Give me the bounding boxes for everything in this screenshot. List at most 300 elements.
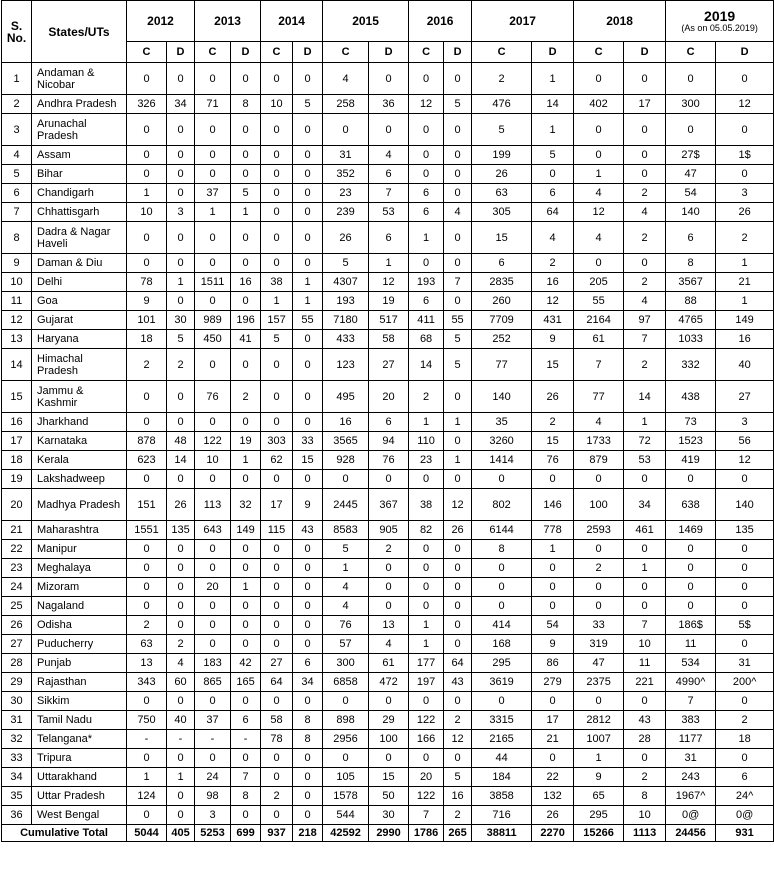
cases-header: C <box>261 42 293 63</box>
deaths-cell: 146 <box>532 489 574 521</box>
cases-cell: 352 <box>323 165 369 184</box>
cases-cell: 534 <box>666 654 716 673</box>
cases-cell: 88 <box>666 292 716 311</box>
cases-cell: 73 <box>666 413 716 432</box>
states-header: States/UTs <box>32 1 127 63</box>
table-row <box>2 432 774 451</box>
cases-header: C <box>574 42 624 63</box>
cases-cell: 1 <box>127 768 167 787</box>
deaths-cell: 5 <box>293 95 323 114</box>
deaths-cell: 0 <box>293 559 323 578</box>
deaths-cell: 5 <box>444 330 472 349</box>
deaths-cell: 0 <box>624 597 666 616</box>
cases-cell: 18 <box>127 330 167 349</box>
deaths-cell: 1 <box>231 578 261 597</box>
deaths-cell: 2 <box>624 768 666 787</box>
deaths-cell: 0 <box>231 692 261 711</box>
cases-cell: 0 <box>409 692 444 711</box>
cases-cell: 7 <box>409 806 444 825</box>
deaths-cell: 54 <box>532 616 574 635</box>
cases-cell: 122 <box>409 711 444 730</box>
deaths-cell: 0 <box>231 806 261 825</box>
deaths-cell: 2 <box>624 184 666 203</box>
deaths-cell: 0 <box>716 749 774 768</box>
deaths-cell: 2 <box>716 711 774 730</box>
deaths-cell: 0 <box>716 635 774 654</box>
cases-cell: 0 <box>409 749 444 768</box>
cases-cell: 0 <box>127 578 167 597</box>
deaths-cell: 9 <box>532 330 574 349</box>
deaths-cell: 0 <box>444 165 472 184</box>
deaths-cell: 7 <box>624 330 666 349</box>
cases-cell: 0 <box>409 114 444 146</box>
cases-cell: 326 <box>127 95 167 114</box>
deaths-cell: 6 <box>293 654 323 673</box>
cases-cell: 258 <box>323 95 369 114</box>
deaths-cell: 26 <box>532 381 574 413</box>
cases-cell: 4 <box>574 413 624 432</box>
table-row <box>2 673 774 692</box>
cases-cell: 4990^ <box>666 673 716 692</box>
deaths-cell: 0 <box>293 222 323 254</box>
cases-cell: 1 <box>574 749 624 768</box>
cases-cell: 6 <box>409 184 444 203</box>
deaths-cell: 24^ <box>716 787 774 806</box>
deaths-cell: 0 <box>231 749 261 768</box>
cases-cell: 0 <box>127 413 167 432</box>
deaths-cell: 0 <box>293 254 323 273</box>
deaths-header: D <box>167 42 195 63</box>
deaths-cell: 0 <box>293 146 323 165</box>
deaths-cell: 0 <box>444 114 472 146</box>
cases-cell: 65 <box>574 787 624 806</box>
cases-cell: 33 <box>574 616 624 635</box>
deaths-cell: 5 <box>444 95 472 114</box>
state-name: Karnataka <box>32 432 127 451</box>
cases-cell: 0 <box>261 578 293 597</box>
deaths-cell: 34 <box>293 673 323 692</box>
deaths-cell: 1 <box>231 451 261 470</box>
deaths-cell: 14 <box>624 381 666 413</box>
deaths-cell: 0 <box>231 114 261 146</box>
table-row <box>2 540 774 559</box>
cases-cell: 157 <box>261 311 293 330</box>
cases-cell: 24 <box>195 768 231 787</box>
cases-cell: 0 <box>195 635 231 654</box>
deaths-cell: 1 <box>716 254 774 273</box>
deaths-cell: 0 <box>293 806 323 825</box>
cases-cell: 8583 <box>323 521 369 540</box>
state-name: Nagaland <box>32 597 127 616</box>
deaths-cell: 472 <box>369 673 409 692</box>
cases-cell: 7709 <box>472 311 532 330</box>
cases-cell: 414 <box>472 616 532 635</box>
cases-cell: 0 <box>195 616 231 635</box>
cases-cell: 0 <box>409 470 444 489</box>
cases-cell: 78 <box>127 273 167 292</box>
table-row <box>2 95 774 114</box>
year-header: 2017 <box>472 1 574 42</box>
deaths-cell: 0 <box>167 146 195 165</box>
cases-cell: 0 <box>323 692 369 711</box>
cases-cell: 9 <box>574 768 624 787</box>
cases-header: C <box>127 42 167 63</box>
cases-cell: 0 <box>195 146 231 165</box>
deaths-cell: 2 <box>624 273 666 292</box>
table-row <box>2 292 774 311</box>
cases-cell: 23 <box>323 184 369 203</box>
cases-cell: 0 <box>666 114 716 146</box>
cases-cell: 76 <box>195 381 231 413</box>
deaths-cell: 4 <box>532 222 574 254</box>
table-row <box>2 578 774 597</box>
deaths-header: D <box>369 42 409 63</box>
deaths-cell: 778 <box>532 521 574 540</box>
deaths-cell: 2 <box>167 349 195 381</box>
deaths-cell: 17 <box>624 95 666 114</box>
deaths-cell: 0 <box>293 330 323 349</box>
serial-number: 7 <box>2 203 32 222</box>
deaths-cell: 4 <box>624 203 666 222</box>
cases-cell: 0 <box>261 470 293 489</box>
cases-cell: 14 <box>409 349 444 381</box>
cases-cell: 300 <box>323 654 369 673</box>
deaths-cell: 12 <box>444 730 472 749</box>
cases-cell: 260 <box>472 292 532 311</box>
cases-cell: 77 <box>574 381 624 413</box>
state-name: Punjab <box>32 654 127 673</box>
cases-cell: 1 <box>409 635 444 654</box>
deaths-cell: 21 <box>532 730 574 749</box>
table-row <box>2 254 774 273</box>
cases-cell: 898 <box>323 711 369 730</box>
cases-cell: 20 <box>409 768 444 787</box>
total-cases-cell: 24456 <box>666 825 716 842</box>
total-deaths-cell: 265 <box>444 825 472 842</box>
deaths-cell: 6 <box>532 184 574 203</box>
state-name: Manipur <box>32 540 127 559</box>
cases-cell: 122 <box>409 787 444 806</box>
deaths-cell: 2 <box>167 635 195 654</box>
cases-cell: 3 <box>195 806 231 825</box>
deaths-cell: 34 <box>624 489 666 521</box>
deaths-cell: 3 <box>167 203 195 222</box>
cases-cell: 750 <box>127 711 167 730</box>
serial-number: 10 <box>2 273 32 292</box>
deaths-cell: 30 <box>369 806 409 825</box>
cases-cell: 0 <box>472 692 532 711</box>
cases-cell: 5 <box>472 114 532 146</box>
deaths-cell: 0 <box>624 165 666 184</box>
cases-cell: 0 <box>261 597 293 616</box>
deaths-cell: 15 <box>369 768 409 787</box>
state-name: Mizoram <box>32 578 127 597</box>
cases-cell: 0 <box>409 578 444 597</box>
deaths-cell: 165 <box>231 673 261 692</box>
table-row <box>2 273 774 292</box>
state-name: Delhi <box>32 273 127 292</box>
deaths-cell: 0 <box>444 635 472 654</box>
state-name: Sikkim <box>32 692 127 711</box>
deaths-cell: 0 <box>231 413 261 432</box>
state-name: Gujarat <box>32 311 127 330</box>
cases-cell: 0 <box>195 749 231 768</box>
deaths-cell: 2 <box>624 222 666 254</box>
deaths-cell: 4 <box>369 635 409 654</box>
cases-cell: 0 <box>409 146 444 165</box>
cases-cell: 0 <box>574 114 624 146</box>
cases-cell: 0 <box>574 578 624 597</box>
deaths-cell: 60 <box>167 673 195 692</box>
cases-cell: 1 <box>323 559 369 578</box>
cases-cell: 77 <box>472 349 532 381</box>
deaths-cell: 1$ <box>716 146 774 165</box>
cases-cell: 0 <box>195 222 231 254</box>
deaths-cell: 18 <box>716 730 774 749</box>
total-cases-cell: 1786 <box>409 825 444 842</box>
deaths-cell: 50 <box>369 787 409 806</box>
deaths-cell: 8 <box>293 730 323 749</box>
deaths-cell: 0 <box>167 470 195 489</box>
deaths-cell: 0 <box>293 114 323 146</box>
serial-number: 15 <box>2 381 32 413</box>
cases-cell: 0 <box>127 222 167 254</box>
table-row <box>2 616 774 635</box>
state-name: Chhattisgarh <box>32 203 127 222</box>
deaths-cell: 0 <box>167 165 195 184</box>
deaths-cell: 0 <box>231 597 261 616</box>
deaths-cell: 61 <box>369 654 409 673</box>
deaths-cell: 0 <box>716 578 774 597</box>
deaths-cell: 4 <box>444 203 472 222</box>
deaths-cell: 196 <box>231 311 261 330</box>
deaths-cell: 0 <box>716 559 774 578</box>
deaths-cell: 0 <box>624 470 666 489</box>
deaths-cell: 2 <box>532 254 574 273</box>
deaths-cell: 0 <box>167 597 195 616</box>
cases-cell: 879 <box>574 451 624 470</box>
cases-cell: 6 <box>666 222 716 254</box>
state-name: Uttarakhand <box>32 768 127 787</box>
cases-cell: 0 <box>574 692 624 711</box>
deaths-cell: 0 <box>532 597 574 616</box>
cases-cell: 3565 <box>323 432 369 451</box>
deaths-cell: 0 <box>369 597 409 616</box>
cases-cell: 0 <box>127 63 167 95</box>
cases-cell: 2835 <box>472 273 532 292</box>
cases-cell: 300 <box>666 95 716 114</box>
deaths-cell: 56 <box>716 432 774 451</box>
deaths-cell: 0 <box>444 470 472 489</box>
cases-cell: 6858 <box>323 673 369 692</box>
deaths-cell: 86 <box>532 654 574 673</box>
table-body <box>2 63 774 825</box>
deaths-cell: 0 <box>369 63 409 95</box>
cases-cell: 243 <box>666 768 716 787</box>
deaths-cell: 55 <box>293 311 323 330</box>
table-row <box>2 413 774 432</box>
cases-cell: 433 <box>323 330 369 349</box>
deaths-cell: 0 <box>444 578 472 597</box>
table-row <box>2 806 774 825</box>
deaths-cell: 0 <box>231 540 261 559</box>
deaths-cell: 1 <box>624 413 666 432</box>
deaths-cell: 8 <box>231 95 261 114</box>
serial-number: 34 <box>2 768 32 787</box>
cases-cell: 44 <box>472 749 532 768</box>
deaths-cell: 1 <box>293 273 323 292</box>
deaths-cell: 0 <box>293 63 323 95</box>
deaths-cell: 0 <box>444 749 472 768</box>
deaths-cell: 0 <box>444 597 472 616</box>
cases-cell: 8 <box>666 254 716 273</box>
state-name: Odisha <box>32 616 127 635</box>
cases-cell: 0 <box>472 470 532 489</box>
serial-number: 20 <box>2 489 32 521</box>
cases-cell: 0 <box>323 470 369 489</box>
state-name: Chandigarh <box>32 184 127 203</box>
cases-cell: - <box>127 730 167 749</box>
cases-cell: 419 <box>666 451 716 470</box>
deaths-cell: 221 <box>624 673 666 692</box>
table-row <box>2 184 774 203</box>
cases-cell: 47 <box>666 165 716 184</box>
deaths-cell: 0 <box>167 413 195 432</box>
cases-cell: 0 <box>261 616 293 635</box>
cases-cell: 0 <box>127 749 167 768</box>
total-cases-cell: 5253 <box>195 825 231 842</box>
cases-cell: 0 <box>261 203 293 222</box>
state-name: West Bengal <box>32 806 127 825</box>
cases-cell: 17 <box>261 489 293 521</box>
deaths-cell: 0 <box>444 381 472 413</box>
total-cases-cell: 5044 <box>127 825 167 842</box>
deaths-cell: 2 <box>532 413 574 432</box>
deaths-cell: 12 <box>444 489 472 521</box>
deaths-cell: 100 <box>369 730 409 749</box>
cases-cell: 0 <box>666 63 716 95</box>
cases-cell: 76 <box>323 616 369 635</box>
year-header-2019 <box>666 1 774 42</box>
deaths-cell: 16 <box>444 787 472 806</box>
cases-cell: 0 <box>195 692 231 711</box>
cases-cell: 1551 <box>127 521 167 540</box>
cases-cell: 544 <box>323 806 369 825</box>
serial-number: 12 <box>2 311 32 330</box>
deaths-cell: 135 <box>167 521 195 540</box>
deaths-cell: 34 <box>167 95 195 114</box>
cases-cell: 54 <box>666 184 716 203</box>
cases-cell: 2 <box>574 559 624 578</box>
deaths-cell: 0 <box>293 203 323 222</box>
serial-number: 1 <box>2 63 32 95</box>
cases-cell: 319 <box>574 635 624 654</box>
deaths-cell: 11 <box>624 654 666 673</box>
table-row <box>2 711 774 730</box>
cases-cell: 0 <box>261 540 293 559</box>
serial-number: 21 <box>2 521 32 540</box>
deaths-cell: 33 <box>293 432 323 451</box>
cases-cell: 295 <box>472 654 532 673</box>
serial-number: 30 <box>2 692 32 711</box>
deaths-cell: 21 <box>716 273 774 292</box>
cases-cell: 26 <box>472 165 532 184</box>
deaths-cell: 43 <box>293 521 323 540</box>
cases-cell: 23 <box>409 451 444 470</box>
deaths-cell: 0 <box>624 114 666 146</box>
deaths-cell: 0@ <box>716 806 774 825</box>
state-name: Jharkhand <box>32 413 127 432</box>
cases-cell: 123 <box>323 349 369 381</box>
cases-cell: 10 <box>261 95 293 114</box>
cases-cell: 643 <box>195 521 231 540</box>
deaths-cell: 140 <box>716 489 774 521</box>
state-name: Kerala <box>32 451 127 470</box>
table-row <box>2 597 774 616</box>
table-row <box>2 146 774 165</box>
deaths-cell: 367 <box>369 489 409 521</box>
deaths-cell: 0 <box>167 787 195 806</box>
deaths-cell: 30 <box>167 311 195 330</box>
cases-cell: 4 <box>323 597 369 616</box>
cases-cell: 0 <box>195 254 231 273</box>
cases-cell: 205 <box>574 273 624 292</box>
deaths-cell: 2 <box>444 711 472 730</box>
deaths-cell: 0 <box>624 578 666 597</box>
cases-cell: 0 <box>574 540 624 559</box>
deaths-cell: 0 <box>231 254 261 273</box>
table-row <box>2 222 774 254</box>
cases-cell: 193 <box>323 292 369 311</box>
deaths-cell: 0 <box>716 692 774 711</box>
cases-cell: 0 <box>409 63 444 95</box>
cases-header: C <box>323 42 369 63</box>
cases-cell: 0 <box>195 292 231 311</box>
cases-cell: 38 <box>261 273 293 292</box>
deaths-cell: 2 <box>716 222 774 254</box>
deaths-cell: 0 <box>716 165 774 184</box>
cases-cell: 0 <box>195 63 231 95</box>
cases-cell: 0 <box>261 806 293 825</box>
cases-header: C <box>666 42 716 63</box>
deaths-cell: 0 <box>624 146 666 165</box>
cases-cell: 6 <box>472 254 532 273</box>
deaths-cell: 0 <box>532 470 574 489</box>
deaths-cell: 17 <box>532 711 574 730</box>
cases-cell: 1 <box>409 413 444 432</box>
cases-cell: 0 <box>261 381 293 413</box>
cases-cell: 0 <box>195 597 231 616</box>
cases-cell: 1469 <box>666 521 716 540</box>
deaths-cell: 53 <box>369 203 409 222</box>
deaths-cell: 8 <box>231 787 261 806</box>
cases-cell: 64 <box>261 673 293 692</box>
cases-cell: 0 <box>127 559 167 578</box>
cases-cell: 0 <box>472 578 532 597</box>
deaths-cell: 0 <box>624 63 666 95</box>
table-row <box>2 521 774 540</box>
cases-cell: 16 <box>323 413 369 432</box>
cases-cell: 1414 <box>472 451 532 470</box>
deaths-cell: 0 <box>293 749 323 768</box>
deaths-cell: 2 <box>624 349 666 381</box>
cases-cell: 0 <box>127 381 167 413</box>
cases-cell: 0 <box>409 254 444 273</box>
serial-number: 14 <box>2 349 32 381</box>
deaths-cell: 0 <box>716 114 774 146</box>
cases-cell: 2956 <box>323 730 369 749</box>
deaths-cell: 0 <box>716 540 774 559</box>
